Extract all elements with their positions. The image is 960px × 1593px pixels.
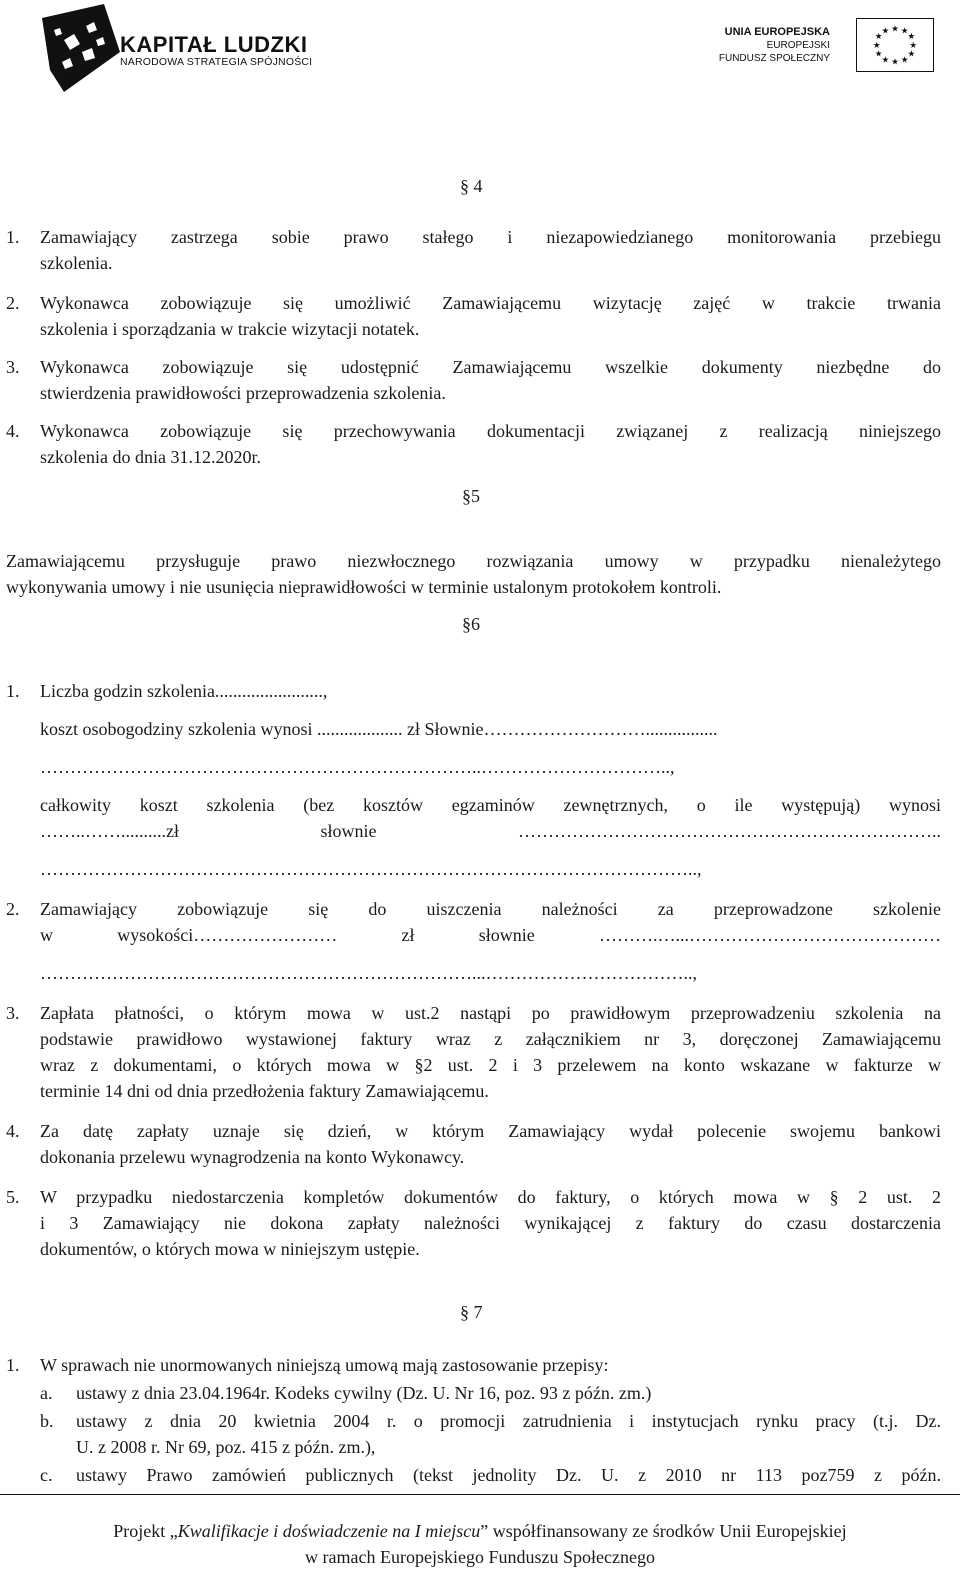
eu-logo-line3: FUNDUSZ SPOŁECZNY	[718, 53, 830, 64]
eu-logo-text	[719, 26, 830, 65]
s6-item-4-line2: dokonania przelewu wynagrodzenia na konto Wykonawcy.	[40, 1147, 465, 1167]
footer-line2: w ramach Europejskiego Funduszu Społecznego	[305, 1547, 655, 1567]
s6-item-1-hour-cost: koszt osobogodziny szkolenia wynosi ................... zł Słownie………………………................	[40, 719, 718, 739]
s6-item-3-line2: podstawie prawidłowo wystawionej faktury wraz z załącznikiem nr 3, doręczonej Zamawiającemu	[40, 1029, 941, 1049]
s6-item-1-total-cost: całkowity koszt szkolenia (bez kosztów egzaminów zewnętrznych, o ile występują) wynosi	[40, 795, 941, 815]
s6-item-3-line3: wraz z dokumentami, o których mowa w §2 ust. 2 i 3 przelewem na konto wskazane w fakturze w	[40, 1055, 941, 1075]
s6-item-5-line3: dokumentów, o których mowa w niniejszym ustępie.	[40, 1239, 420, 1259]
s6-item-2-line3: ………………………………………………………………...……………………………..,	[40, 963, 697, 983]
page-footer	[0, 1518, 960, 1570]
s6-item-1-total-cost-amount: ……..……..........zł słownie ……………………………………………………………..	[40, 821, 941, 841]
s7-item-1-number: 1.	[6, 1355, 20, 1375]
s6-item-4-line1: Za datę zapłaty uznaje się dzień, w którym Zamawiający wydał polecenie swojemu bankowi	[40, 1121, 941, 1141]
kapital-ludzki-title: KAPITAŁ LUDZKI	[120, 32, 308, 57]
eu-logo-line1: UNIA EUROPEJSKA	[724, 26, 830, 38]
footer-line1	[0, 1518, 960, 1544]
s4-item-4-line2: szkolenia do dnia 31.12.2020r.	[40, 447, 261, 467]
s4-item-4-number: 4.	[6, 421, 20, 441]
svg-text:★: ★	[907, 32, 916, 43]
section-6-heading: §6	[462, 614, 480, 634]
s4-item-2-line2: szkolenia i sporządzania w trakcie wizytacji notatek.	[40, 319, 420, 339]
kapital-ludzki-emblem-icon	[34, 0, 134, 100]
footer-divider	[0, 1494, 960, 1495]
footer-project-title: Kwalifikacje i doświadczenie na I miejscu	[177, 1521, 481, 1541]
svg-text:★: ★	[881, 55, 890, 66]
svg-text:★: ★	[900, 26, 909, 37]
footer-suffix: ” współfinansowany ze środków Unii Europejskiej	[480, 1521, 847, 1541]
s6-item-3-line1: Zapłata płatności, o którym mowa w ust.2 nastąpi po prawidłowym przeprowadzeniu szkolenia na	[40, 1003, 941, 1023]
s4-item-3-line2: stwierdzenia prawidłowości przeprowadzenia szkolenia.	[40, 383, 446, 403]
s6-item-5-line2: i 3 Zamawiający nie dokona zapłaty należności wynikającej z faktury do czasu dostarczenia	[40, 1213, 941, 1233]
s7-sub-a-letter: a.	[40, 1383, 53, 1403]
kapital-ludzki-logo	[34, 0, 334, 100]
svg-text:★: ★	[907, 49, 916, 60]
s6-item-2-number: 2.	[6, 899, 20, 919]
s6-item-5-number: 5.	[6, 1187, 20, 1207]
s6-item-1-total-cost-words: ………………………………………………………………………………………………..,	[40, 859, 702, 879]
s6-item-2-line2: w wysokości…………………… zł słownie ……….…...……………………………………	[40, 925, 941, 945]
svg-text:★: ★	[891, 24, 899, 35]
s6-item-3-number: 3.	[6, 1003, 20, 1023]
s7-sub-b-letter: b.	[40, 1411, 54, 1431]
s6-item-3-line4: terminie 14 dni od dnia przedłożenia faktury Zamawiającemu.	[40, 1081, 489, 1101]
s6-item-5-line1: W przypadku niedostarczenia kompletów dokumentów do faktury, o których mowa w § 2 ust. 2	[40, 1187, 941, 1207]
s5-line1: Zamawiającemu przysługuje prawo niezwłocznego rozwiązania umowy w przypadku nienależytego	[6, 551, 941, 571]
s6-item-2-line1: Zamawiający zobowiązuje się do uiszczenia należności za przeprowadzone szkolenie	[40, 899, 941, 919]
s4-item-3-number: 3.	[6, 357, 20, 377]
svg-text:★: ★	[909, 40, 918, 51]
footer-prefix: Projekt „	[113, 1521, 178, 1541]
svg-text:★: ★	[874, 32, 883, 43]
s4-item-2-number: 2.	[6, 293, 20, 313]
kapital-ludzki-subtitle: NARODOWA STRATEGIA SPÓJNOŚCI	[120, 56, 313, 68]
svg-text:★: ★	[881, 26, 890, 37]
s7-sub-b-line1: ustawy z dnia 20 kwietnia 2004 r. o promocji zatrudnienia i instytucjach rynku pracy (t.j. Dz.	[76, 1411, 941, 1431]
section-7-heading: § 7	[460, 1302, 483, 1322]
section-4-heading: § 4	[460, 176, 483, 196]
s7-sub-c-text: ustawy Prawo zamówień publicznych (tekst jednolity Dz. U. z 2010 nr 113 poz759 z późn.	[76, 1465, 941, 1485]
s6-item-1-hours: Liczba godzin szkolenia........................,	[40, 681, 328, 701]
s6-item-1-hour-cost-words: ………………………………………………………………..…………………………..,	[40, 757, 675, 777]
s7-sub-a-text: ustawy z dnia 23.04.1964r. Kodeks cywilny (Dz. U. Nr 16, poz. 93 z późn. zm.)	[76, 1383, 652, 1403]
s7-sub-b-line2: U. z 2008 r. Nr 69, poz. 415 z późn. zm.),	[76, 1437, 376, 1457]
eu-flag-icon	[856, 18, 934, 72]
s6-item-4-number: 4.	[6, 1121, 20, 1141]
svg-text:★: ★	[891, 57, 899, 68]
s4-item-2-line1: Wykonawca zobowiązuje się umożliwić Zamawiającemu wizytację zajęć w trakcie trwania	[40, 293, 941, 313]
s4-item-1-number: 1.	[6, 227, 20, 247]
s5-line2: wykonywania umowy i nie usunięcia nieprawidłowości w terminie ustalonym protokołem kontroli.	[6, 577, 722, 597]
s4-item-3-line1: Wykonawca zobowiązuje się udostępnić Zamawiającemu wszelkie dokumenty niezbędne do	[40, 357, 941, 377]
s6-item-1-number: 1.	[6, 681, 20, 701]
svg-text:★: ★	[872, 40, 881, 51]
s4-item-4-line1: Wykonawca zobowiązuje się przechowywania dokumentacji związanej z realizacją niniejszego	[40, 421, 941, 441]
svg-text:★: ★	[900, 55, 909, 66]
eu-efs-logo	[714, 18, 934, 74]
svg-text:★: ★	[874, 49, 883, 60]
eu-logo-line2: EUROPEJSKI	[766, 40, 830, 51]
s4-item-1-line1: Zamawiający zastrzega sobie prawo stałego i niezapowiedzianego monitorowania przebiegu	[40, 227, 941, 247]
s7-item-1-text: W sprawach nie unormowanych niniejszą umową mają zastosowanie przepisy:	[40, 1355, 609, 1375]
s7-sub-c-letter: c.	[40, 1465, 53, 1485]
s4-item-1-line2: szkolenia.	[40, 253, 113, 273]
section-5-heading: §5	[462, 486, 480, 506]
